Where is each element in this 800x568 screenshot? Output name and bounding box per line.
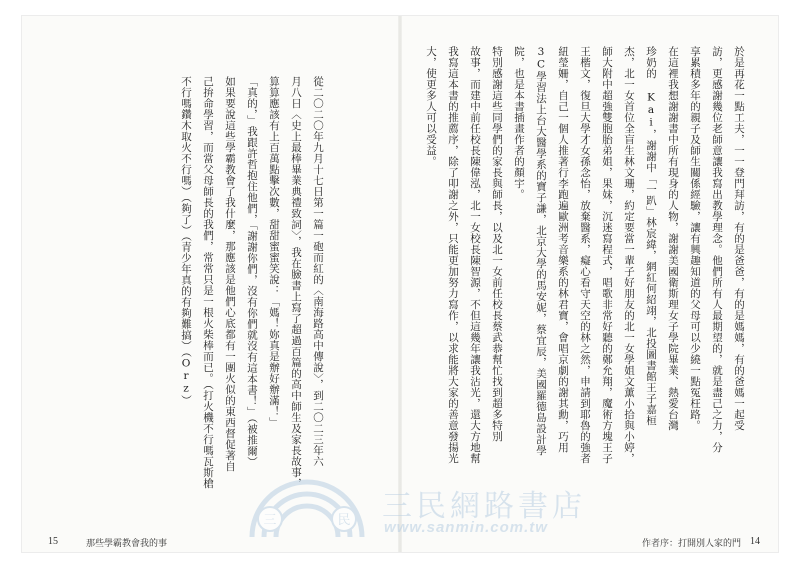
watermark-url: www.sanmin.com.tw [384,519,548,536]
left-text-column: 從二〇二〇年九月十七日第一篇一砲而紅的〈南海路高中傳說〉，到二〇二三年六 [312,76,324,467]
right-text-column: 紐瑩姍，自己一個人推著行李跑遍歐洲考音樂系的林君寶，會唱京劇的謝其勳，巧用 [557,46,569,453]
right-text-column: 師大附中超強雙胞胎弟姐，果妹，沉迷寫程式，唱歌非常好聽的鄭允翔，魔術方塊王子 [601,46,613,464]
right-text-column: 故事，而建中前任校長陳偉泓，北一女校長陳智源，不但這幾年讓我沾光，還大方地幫 [469,46,481,464]
right-text-column: 珍奶的 Kai，謝謝中「一趴」林宸緯，網紅何紹翊，北投圖書館王子嘉桓 [645,46,657,426]
right-page-number: 14 [750,536,760,547]
right-text-column: 訪，更感謝幾位老師意讓我寫出教學理念。他們所有人最期望的，就是盡己之力，分 [711,46,723,453]
right-text-column: 於是再花一點工夫，一一登門拜訪，有的是爸爸，有的是媽媽，有的爸媽一起受 [733,46,745,431]
book-spread [22,16,778,552]
left-text-column: 算算應該有上百萬點擊次數，甜甜蜜蜜笑說：「媽！妳真是辦好辦滿！」 [268,76,280,428]
right-text-column: 大，使更多人可以受益。 [425,46,437,167]
right-text-column: 王楷文，復旦大學才女孫念怡，放棄醫系，癡心看守天空的林之然，申請到耶魯的強者 [579,46,591,464]
right-text-column: 我寫這本書的推薦序，除了叩謝之外，只能更加努力寫作，以求能將大家的善意發揚光 [447,46,459,464]
right-text-column: 杰，北一女首位全盲生林文珊，約定要當一輩子好朋友的北一女學姐文薰小拾與小婷， [623,46,635,464]
left-text-column: 月八日〈史上最棒畢業典禮致詞〉，我在臉書上寫了超過百篇的高中師生及家長故事， [290,76,302,489]
right-text-column: 3C學習法上台大醫學系的寶子謙，北京大學的馬安妮，蔡宜辰，美國羅德島設計學 [535,46,547,456]
right-page [400,16,778,552]
right-text-column: 院，也是本書插畫作者的顏宇。 [513,46,525,200]
left-page-number: 15 [48,536,58,547]
left-text-column: 己拚命學習，而當父母師長的我們，常常只是一根火柴棒而已。（打火機不行嗎瓦斯槍 [202,76,214,489]
left-text-column: 「真的，」我跟許哲抱住他們，「謝謝你們，沒有你們就沒有這本書！」（被推爾） [246,76,258,468]
logo-char-san: 三 [263,513,277,528]
right-text-column: 享累積多年的親子及師生關係經驗，讓有興趣知道的父母可以少繞一點冤枉路。 [689,46,701,431]
watermark [232,479,592,539]
right-text-column: 特別感謝這些同學們的家長與師長，以及北一女前任校長蔡武恭幫忙找到超多特別 [491,46,503,442]
left-running-head: 那些學霸教會我的事 [86,539,168,549]
watermark-title: 三民網路書店 [382,489,586,524]
right-text-column: 在這裡我想謝謝書中所有現身的人物，謝謝美國衛斯理女子學院畢業、熱愛台灣 [667,46,679,431]
left-page [22,16,400,552]
sanmin-logo-icon [232,479,382,539]
left-text-column: 如果要說這些學霸教會了我什麼，那應該是他們心底都有一團火似的東西督促著自 [224,76,236,472]
logo-char-min: 民 [337,513,351,528]
left-text-column: 不行嗎鑽木取火不行嗎）（夠了）（青少年真的有夠難搞）（Orz） [180,76,192,406]
right-running-head: 作者序：打開別人家的門 [642,539,742,549]
